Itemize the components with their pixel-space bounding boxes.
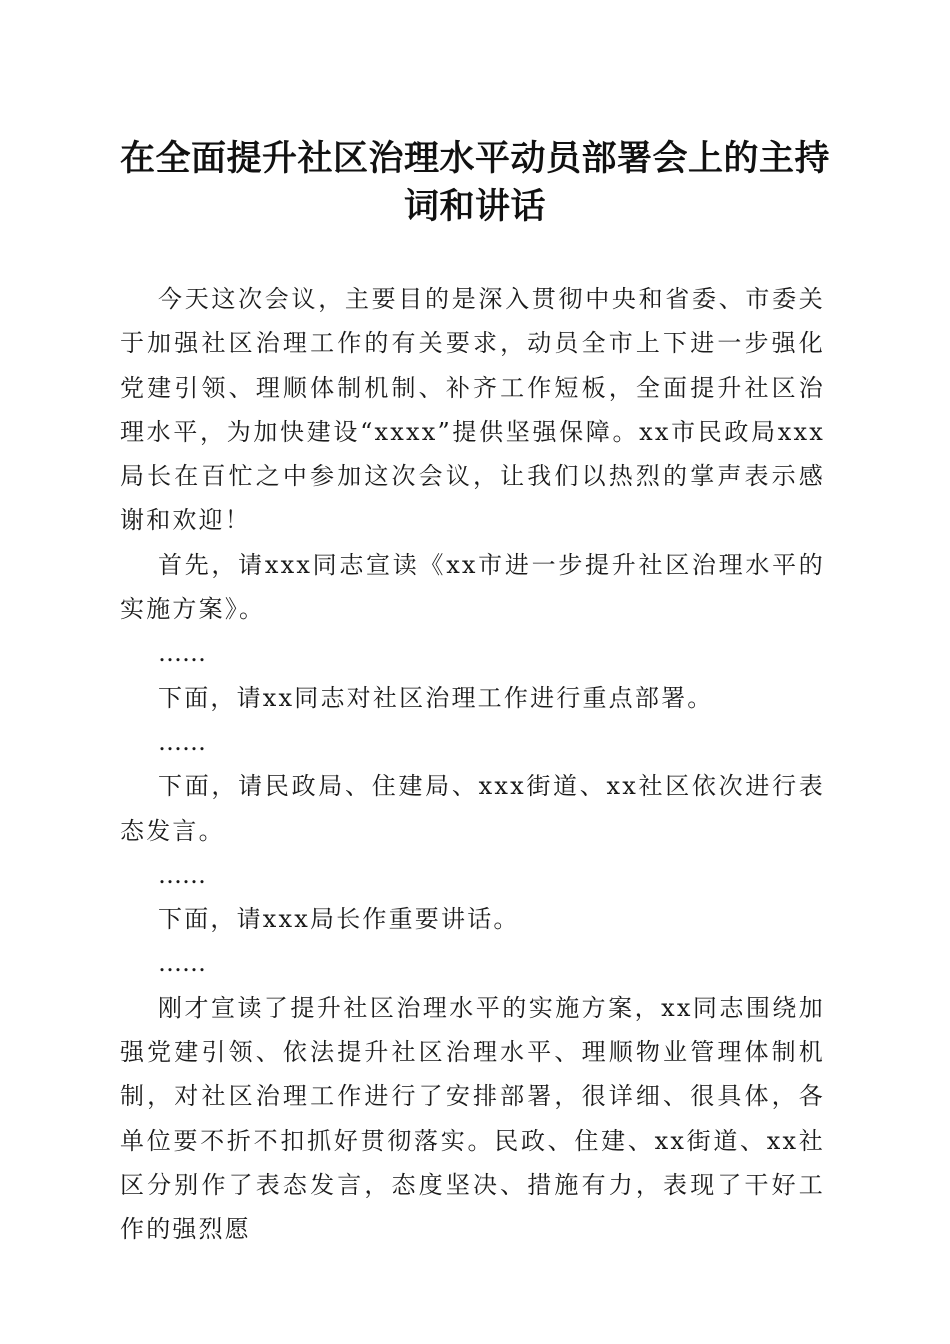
- paragraph-summary: 刚才宣读了提升社区治理水平的实施方案，xx同志围绕加强党建引领、依法提升社区治理水平、理顺物业管理体制机制，对社区治理工作进行了安排部署，很详细、很具体，各单位要不折不扣抓好贯彻落实。民政、住建、xx街道、xx社区分别作了表态发言，态度坚决、措施有力，表现了干好工作的强烈愿: [120, 993, 825, 1244]
- document-title: 在全面提升社区治理水平动员部署会上的主持词和讲话: [119, 138, 830, 227]
- ellipsis-3: ……: [158, 860, 206, 889]
- paragraph-first-item: 首先，请xxx同志宣读《xx市进一步提升社区治理水平的实施方案》。: [120, 550, 825, 624]
- ellipsis-1: ……: [158, 639, 206, 668]
- ellipsis-2: ……: [158, 727, 206, 756]
- paragraph-second-item: 下面，请xx同志对社区治理工作进行重点部署。: [158, 683, 714, 712]
- document-body: [120, 277, 825, 1252]
- ellipsis-4: ……: [158, 949, 206, 978]
- paragraph-fourth-item: 下面，请xxx局长作重要讲话。: [158, 905, 520, 934]
- paragraph-third-item: 下面，请民政局、住建局、xxx街道、xx社区依次进行表态发言。: [120, 772, 825, 845]
- paragraph-opening: 今天这次会议，主要目的是深入贯彻中央和省委、市委关于加强社区治理工作的有关要求，动员全市上下进一步强化党建引领、理顺体制机制、补齐工作短板，全面提升社区治理水平，为加快建设“xxxx”提供坚强保障。xx市民政局xxx局长在百忙之中参加这次会议，让我们以热烈的掌声表示感谢和欢迎！: [120, 285, 825, 535]
